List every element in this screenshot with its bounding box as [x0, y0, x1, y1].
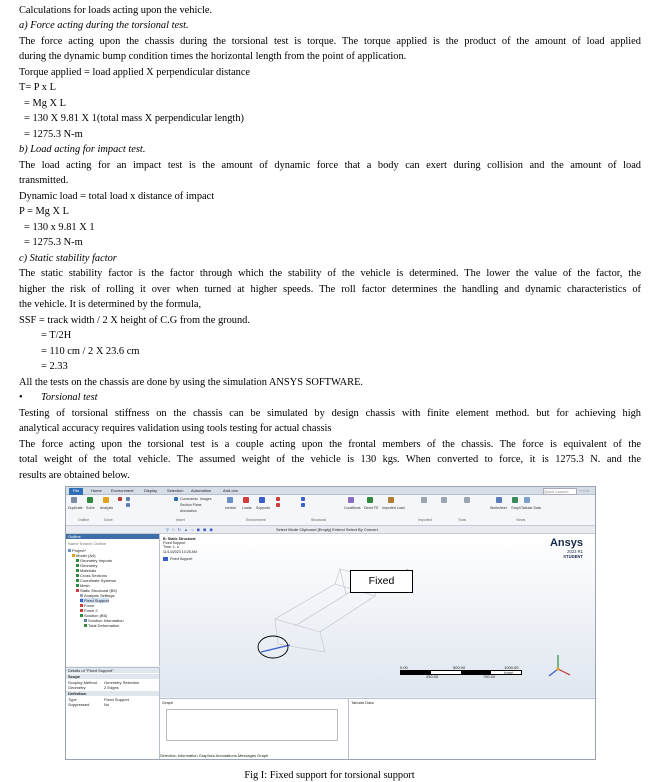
equation-line: = 2.33	[41, 361, 68, 372]
view-info-line: Time: 1. s	[163, 545, 179, 550]
tabular-data-title: Tabular Data	[351, 700, 374, 705]
body-text: The static stability factor is the factor through which the stability of the vehicle is determined. The lower the value of the factor, the	[19, 268, 641, 279]
ribbon-label-tabular: Tabular Data	[521, 506, 541, 510]
ribbon-label-imported-load: Imported Load	[382, 506, 405, 510]
tree-item[interactable]: Solution (B6)	[80, 613, 107, 618]
quick-launch-input[interactable]: Quick Launch	[543, 488, 577, 495]
fixed-icon[interactable]	[301, 497, 305, 501]
logo-brand: Ansys	[549, 537, 583, 549]
ansys-menubar	[66, 487, 595, 495]
menu-display[interactable]: Display	[144, 488, 158, 493]
displacement-icon[interactable]	[301, 503, 305, 507]
tabular-data-panel	[349, 698, 595, 760]
body-text: The load acting for an impact test is the amount of dynamic force that a body can exert during collision and the amount of load	[19, 160, 641, 171]
scale-tick: 0.00	[400, 665, 408, 670]
ribbon-label-solve: Solve	[86, 506, 95, 510]
ribbon-group-environment: Environment	[246, 518, 266, 522]
graph-area	[166, 709, 338, 741]
ribbon-label-supports: Supports	[256, 506, 271, 510]
view-info-line: Fixed Support	[163, 541, 186, 546]
ribbon-label-direct-fe: Direct FE	[364, 506, 379, 510]
equation-line: = 130 x 9.81 X 1	[24, 222, 95, 233]
body-text: analytical accuracy requires validation using tools testing for actual chassis	[19, 423, 332, 434]
force-icon[interactable]	[276, 497, 280, 501]
window-controls-icon[interactable]: ─ □ ×	[579, 488, 589, 493]
tree-item[interactable]: Coordinate Systems	[76, 578, 116, 583]
tree-item[interactable]: Materials	[76, 568, 96, 573]
outline-title: Outline	[66, 534, 159, 539]
menu-addons[interactable]: Add-ons	[223, 488, 238, 493]
equation-line: = 130 X 9.81 X 1(total mass X perpendicular length)	[24, 113, 244, 124]
scale-tick: 500.00	[453, 665, 466, 670]
fixed-support-edge	[261, 645, 290, 652]
equation-line: T= P x L	[19, 82, 56, 93]
body-text: results are obtained below.	[19, 470, 130, 481]
selection-toolbar-text[interactable]: Select Mode Clipboard [Empty] Extend Select By Convert	[276, 527, 378, 532]
body-text: The force acting upon the chassis during the torsional test is torque. The torque applied is the product of the amount of load applied	[19, 36, 641, 47]
body-text: higher the risk of rolling it over when turned at higher speeds. The roll factor determines the handling and dynamic characteristics of	[19, 284, 641, 295]
chassis-model	[160, 534, 595, 697]
ribbon-group-views: Views	[516, 518, 526, 522]
details-section-definition: Definition	[66, 691, 159, 696]
ribbon-label-conditions: Conditions	[344, 506, 361, 510]
ribbon-label-section-plane: Section Plane	[180, 503, 202, 507]
scale-tick: 250.00	[426, 674, 439, 679]
tabular-data-icon[interactable]	[524, 497, 530, 503]
ribbon-label-images: Images	[200, 497, 212, 501]
axis-triad	[549, 655, 570, 676]
graphics-toolbar	[66, 526, 595, 534]
ribbon-label-inertial: Inertial	[225, 506, 236, 510]
solve-icon[interactable]	[87, 497, 93, 503]
tree-item[interactable]: Cross Sections	[76, 573, 107, 578]
graph-panel	[160, 698, 349, 760]
tree-item[interactable]: Geometry	[76, 563, 98, 568]
conditions-icon[interactable]	[348, 497, 354, 503]
ansys-ribbon	[66, 495, 595, 526]
menu-automation[interactable]: Automation	[191, 488, 212, 493]
calc-heading: Calculations for loads acting upon the vehicle.	[19, 5, 213, 16]
commands-icon[interactable]	[174, 497, 178, 501]
body-text: during the dynamic bump condition times the horizontal length from the point of application.	[19, 51, 407, 62]
details-value[interactable]: 2 Edges	[104, 685, 119, 690]
view-info-line: B: Static Structural	[163, 537, 196, 541]
body-text: the vehicle. It is determined by the formula,	[19, 299, 202, 310]
body-text: Testing of torsional stiffness on the chassis can be simulated by design chassis with finite element method. but for achieving high	[19, 408, 641, 419]
details-label: Geometry	[68, 685, 86, 690]
inertial-icon[interactable]	[227, 497, 233, 503]
body-text: The force acting upon the torsional test is a couple acting upon the frontal members of the chassis. The force is equivalent of the	[19, 439, 641, 450]
equation-line: = Mg X L	[24, 98, 66, 109]
ribbon-group-insert: Insert	[176, 518, 185, 522]
logo-version: 2023 R1	[567, 549, 583, 554]
view-tools-icon[interactable]: ⚲ □ ↻ ▲ ○ ◼ ◼ ◼	[166, 527, 214, 532]
outline-search[interactable]: Name Search Outline	[68, 541, 107, 546]
menu-environment[interactable]: Environment	[111, 488, 134, 493]
details-section-scope: Scope	[66, 674, 159, 679]
ribbon-group-structural: Structural	[311, 518, 326, 522]
ribbon-label-analysis: Analysis	[100, 506, 114, 510]
direct-fe-icon[interactable]	[367, 497, 373, 503]
fixed-callout-label: Fixed	[350, 570, 413, 593]
tree-item[interactable]: Force	[80, 603, 94, 608]
tree-item[interactable]: Analysis Settings	[80, 593, 114, 598]
figure-caption: Fig I: Fixed support for torsional support	[244, 770, 415, 782]
subheading-stability-factor: c) Static stability factor	[19, 253, 117, 264]
graphics-viewport[interactable]	[160, 534, 595, 697]
view-info-line: 11/14/2023 10:25 AM	[163, 549, 197, 554]
ribbon-label-commands: Commands	[180, 497, 198, 501]
equation-line: SSF = track width / 2 X height of C.G from the ground.	[19, 315, 250, 326]
menu-file[interactable]: File	[69, 488, 83, 495]
worksheet-icon[interactable]	[496, 497, 502, 503]
bullet-item	[19, 391, 641, 404]
edit-icon[interactable]	[421, 497, 427, 503]
equation-line: = 1275.3 N-m	[24, 237, 83, 248]
details-label: Suppressed	[68, 702, 90, 707]
details-value[interactable]: No	[104, 702, 110, 707]
bottom-tabs[interactable]: Selection Information Graphics Annotations Messages Graph	[160, 753, 269, 758]
subheading-impact-load: b) Load acting for impact test.	[19, 144, 146, 155]
equation-line: = 1275.3 N-m	[24, 129, 83, 140]
outline-panel	[66, 534, 160, 666]
duplicate-icon[interactable]	[71, 497, 77, 503]
details-value[interactable]: Fixed Support	[104, 697, 129, 702]
ribbon-label-duplicate: Duplicate	[68, 506, 83, 510]
tree-item[interactable]: Static Structural (B5)	[76, 588, 117, 593]
logo-edition: STUDENT	[563, 554, 583, 559]
graph-title: Graph	[162, 700, 174, 705]
tree-item[interactable]: Solution Information	[84, 618, 124, 623]
scale-tick: 1000.00 (mm)	[504, 665, 519, 675]
details-panel	[66, 667, 160, 760]
named-selection-icon[interactable]	[126, 497, 130, 501]
tree-item-selected[interactable]: Fixed Support	[80, 598, 109, 603]
tree-item[interactable]: Mesh	[76, 583, 90, 588]
ansys-screenshot	[65, 486, 596, 760]
details-label: Type	[68, 697, 77, 702]
bullet-label: Torsional test	[41, 392, 98, 403]
view-legend: Fixed Support	[163, 557, 197, 561]
equation-line: Dynamic load = total load x distance of impact	[19, 191, 215, 202]
ribbon-label-worksheet: Worksheet	[490, 506, 507, 510]
tree-item[interactable]: Force 2	[80, 608, 98, 613]
menu-selection[interactable]: Selection	[167, 488, 184, 493]
imported-load-icon[interactable]	[388, 497, 394, 503]
body-text: transmitted.	[19, 175, 69, 186]
ansys-tools-icon[interactable]	[464, 497, 470, 503]
tree-item[interactable]: Geometry Imports	[76, 558, 112, 563]
ribbon-group-outline: Outline	[78, 518, 90, 522]
ribbon-label-loads: Loads	[242, 506, 252, 510]
details-value[interactable]: Geometry Selection	[104, 680, 140, 685]
graph-icon[interactable]	[512, 497, 518, 503]
tree-item[interactable]: Total Deformation	[84, 623, 119, 628]
body-text: All the tests on the chassis are done by using the simulation ANSYS SOFTWARE.	[19, 377, 364, 388]
menu-home[interactable]: Home	[91, 488, 102, 493]
moment-icon[interactable]	[276, 503, 280, 507]
subheading-torsional-force: a) Force acting during the torsional test.	[19, 20, 189, 31]
scale-tick: 750.00	[483, 674, 496, 679]
ribbon-group-imported: Imported	[418, 518, 432, 522]
scale-bar	[400, 666, 520, 680]
ribbon-group-solve: Solve	[104, 518, 113, 522]
write-input-icon[interactable]	[441, 497, 447, 503]
delete-icon[interactable]	[118, 497, 122, 501]
details-label: Scoping Method	[68, 680, 97, 685]
chassis-upright	[340, 569, 346, 594]
equation-line: = 110 cm / 2 X 23.6 cm	[41, 346, 140, 357]
equation-line: Torque applied = load applied X perpendicular distance	[19, 67, 251, 78]
body-text: total weight of the total vehicle. The assumed weight of the vehicle is 130 kgs. When converted to force, it is 1275.3 N. and the	[19, 454, 641, 465]
equation-line: = T/2H	[41, 330, 72, 341]
bullet-icon: •	[19, 392, 23, 403]
tree-item[interactable]: Model (A4)	[72, 553, 96, 558]
chassis-cross-member	[295, 592, 350, 626]
loads-icon[interactable]	[243, 497, 249, 503]
details-title: Details of "Fixed Support"	[66, 668, 159, 673]
ribbon-label-annotation: Annotation	[180, 509, 197, 513]
ribbon-group-tools: Tools	[458, 518, 467, 522]
ribbon-label-graph: Graph	[511, 506, 521, 510]
supports-icon[interactable]	[259, 497, 265, 503]
analysis-icon[interactable]	[103, 497, 109, 503]
coordinate-system-icon[interactable]	[126, 503, 130, 507]
tree-item[interactable]: Project*	[68, 548, 86, 553]
equation-line: P = Mg X L	[19, 206, 69, 217]
